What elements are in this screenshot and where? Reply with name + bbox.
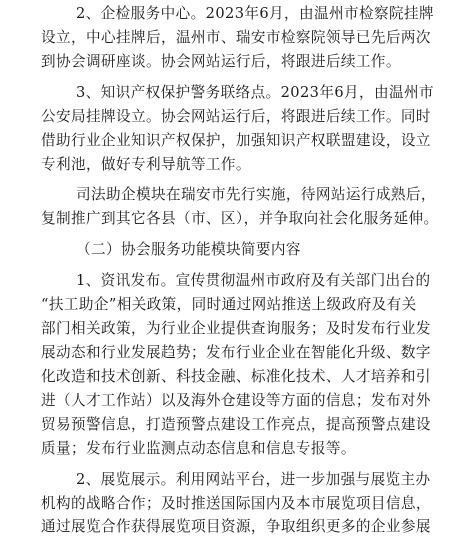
text-line: 2、展览展示。利用网站平台，进一步加强与展览主办 xyxy=(76,470,431,488)
text-line: 3、知识产权保护警务联络点。2023年6月，由温州市 xyxy=(76,83,434,101)
text-line: 司法助企模块在瑞安市先行实施，待网站运行成熟后， xyxy=(76,186,436,204)
text-line: 公安局挂牌设立。协会网站运行后，将跟进后续工作。同时 xyxy=(41,107,431,125)
text-line: 部门相关政策，为行业企业提供查询服务；及时发布行业发 xyxy=(41,320,431,338)
text-line: 通过展览合作获得展览项目资源，争取组织更多的企业参展 xyxy=(41,518,431,536)
text-line: 1、资讯发布。宣传贯彻温州市政府及有关部门出台的 xyxy=(76,272,431,290)
text-line: 设立，中心挂牌后，温州市、瑞安市检察院领导已先后两次 xyxy=(41,28,431,46)
text-line: 2、企检服务中心。2023年6月，由温州市检察院挂牌 xyxy=(76,5,434,22)
text-line: 到协会调研座谈。协会网站运行后，将跟进后续工作。 xyxy=(41,52,401,70)
text-line: 借助行业企业知识产权保护，加强知识产权联盟建设，设立 xyxy=(41,131,431,149)
text-line: 复制推广到其它各县（市、区），并争取向社会化服务延伸。 xyxy=(41,210,439,228)
text-line: 展动态和行业发展趋势；发布行业企业在智能化升级、数字 xyxy=(41,344,431,362)
text-line: 质量；发布行业监测点动态信息和信息专报等。 xyxy=(41,439,356,457)
section-heading-text: （二）协会服务功能模块简要内容 xyxy=(76,241,301,259)
text-line: 化改造和技术创新、科技金融、标准化技术、人才培养和引 xyxy=(41,367,431,385)
text-line: 专利池，做好专利导航等工作。 xyxy=(41,155,251,173)
text-line: 贸易预警信息，打造预警点建设工作亮点，提高预警点建设 xyxy=(41,415,431,433)
text-line: 机构的战略合作；及时推送国际国内及本市展览项目信息， xyxy=(41,494,431,512)
text-line: “扶工助企”相关政策，同时通过网站推送上级政府及有关 xyxy=(41,296,417,314)
text-line: 进（人才工作站）以及海外仓建设等方面的信息；发布对外 xyxy=(41,391,431,409)
